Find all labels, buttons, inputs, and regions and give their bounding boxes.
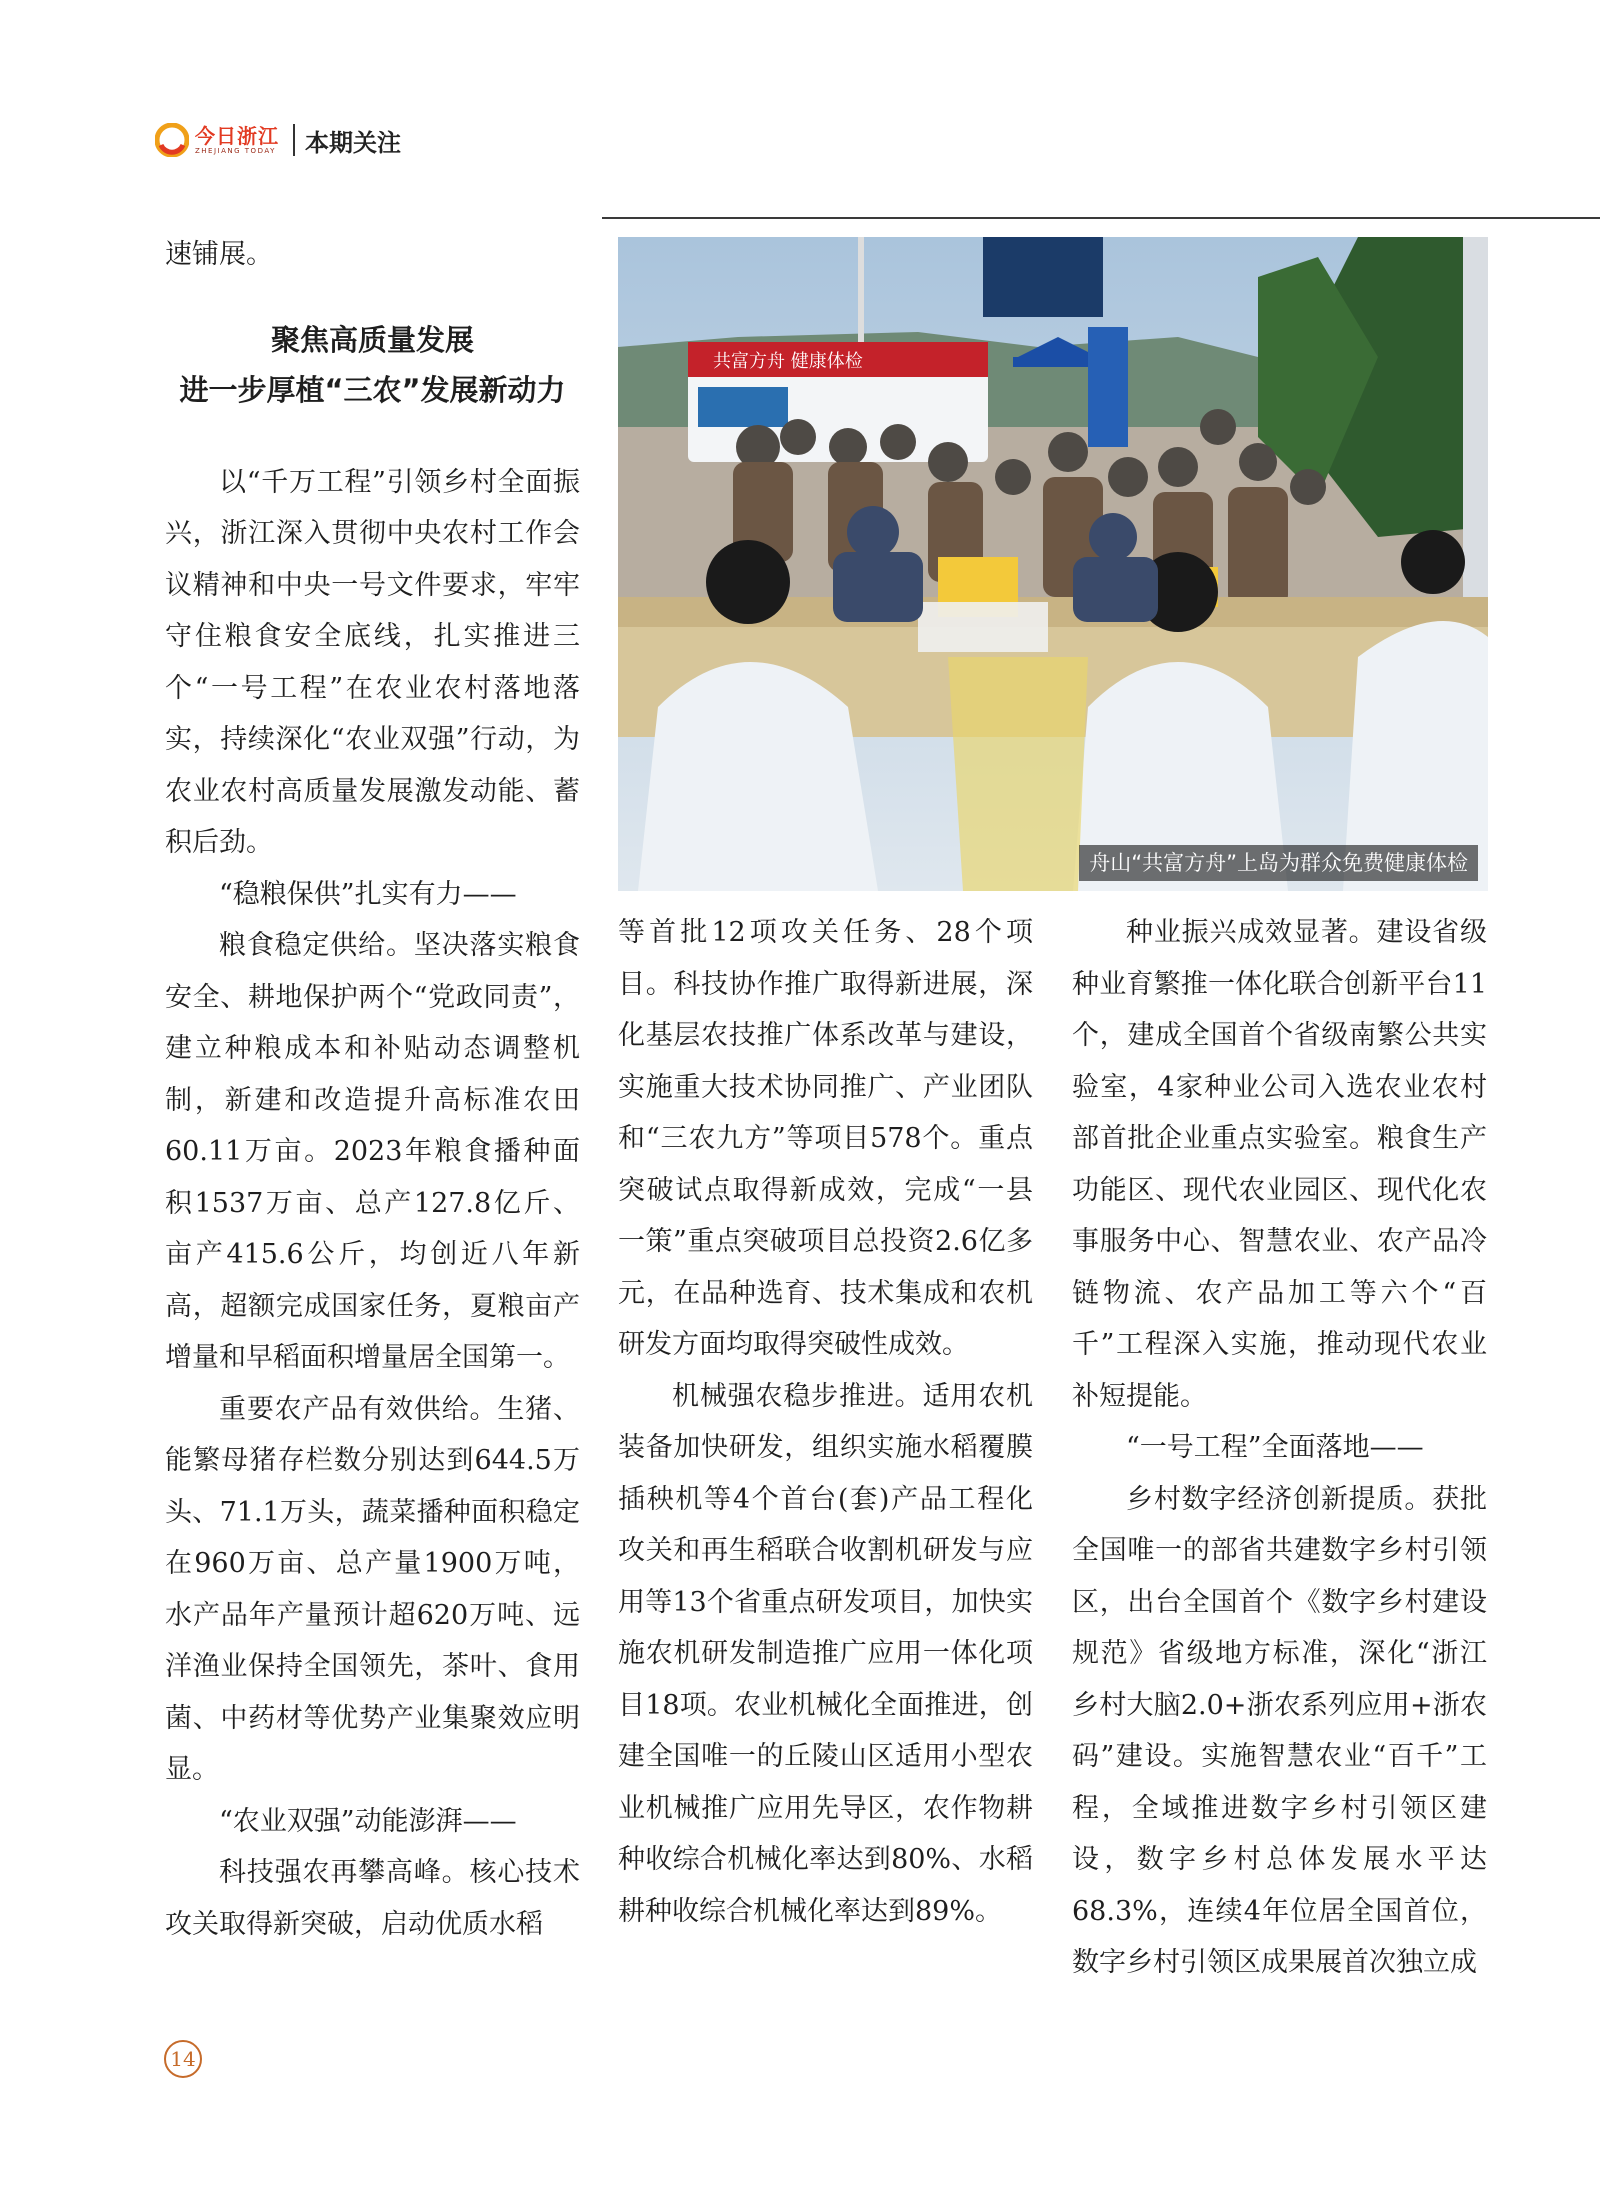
subheading: “农业双强”动能澎湃——	[219, 1805, 517, 1837]
subheading: “稳粮保供”扎实有力——	[219, 878, 517, 910]
paragraph: 科技强农再攀高峰。核心技术攻关取得新突破，启动优质水稻	[165, 1857, 580, 1940]
lead-line: 速铺展。	[165, 239, 273, 270]
section-title: 本期关注	[305, 128, 401, 157]
logo-icon	[155, 123, 189, 157]
header-divider	[293, 124, 295, 156]
paragraph: 等首批12项攻关任务、28个项目。科技协作推广取得新进展，深化基层农技推广体系改革与建设，实施重大技术协同推广、产业团队和“三农九方”等项目578个。重点突破试点取得新成效，完成“一县一策”重点突破项目总投资2.6亿多元，在品种选育、技术集成和农机研发方面均取得突破性成效。	[618, 917, 1033, 1360]
paragraph: 乡村数字经济创新提质。获批全国唯一的部省共建数字乡村引领区，出台全国首个《数字乡村建设规范》省级地方标准，深化“浙江乡村大脑2.0+浙农系列应用+浙农码”建设。实施智慧农业“百千”工程，全域推进数字乡村引领区建设，数字乡村总体发展水平达68.3%，连续4年位居全国首位，数字乡村引领区成果展首次独立成	[1072, 1483, 1487, 1978]
logo-text	[195, 125, 279, 156]
section-heading	[165, 315, 580, 415]
bus-sign: 共富方舟 健康体检	[713, 351, 863, 372]
photo-health-checkup	[618, 237, 1488, 891]
top-rule	[602, 217, 1600, 219]
photo-caption: 舟山“共富方舟”上岛为群众免费健康体检	[1079, 845, 1478, 881]
page-number: 14	[164, 2040, 202, 2078]
paragraph: 机械强农稳步推进。适用农机装备加快研发，组织实施水稻覆膜插秧机等4个首台(套)产品工程化攻关和再生稻联合收割机研发与应用等13个省重点研发项目，加快实施农机研发制造推广应用一体化项目18项。农业机械化全面推进，创建全国唯一的丘陵山区适用小型农业机械推广应用先导区，农作物耕种收综合机械化率达到80%、水稻耕种收综合机械化率达到89%。	[618, 1380, 1033, 1927]
photo-illustration	[618, 237, 1488, 891]
column-1	[165, 229, 580, 1950]
paragraph: 粮食稳定供给。坚决落实粮食安全、耕地保护两个“党政同责”，建立种粮成本和补贴动态调整机制，新建和改造提升高标准农田60.11万亩。2023年粮食播种面积1537万亩、总产127.8亿斤、亩产415.6公斤，均创近八年新高，超额完成国家任务，夏粮亩产增量和早稻面积增量居全国第一。	[165, 930, 580, 1373]
column-3	[1072, 907, 1487, 1989]
magazine-header	[155, 115, 401, 165]
logo-english: ZHEJIANG TODAY	[195, 146, 276, 155]
paragraph: 以“千万工程”引领乡村全面振兴，浙江深入贯彻中央农村工作会议精神和中央一号文件要求，牢牢守住粮食安全底线，扎实推进三个“一号工程”在农业农村落地落实，持续深化“农业双强”行动，为农业农村高质量发展激发动能、蓄积后劲。	[165, 466, 580, 858]
logo-chinese: 今日浙江	[195, 123, 279, 148]
paragraph: 重要农产品有效供给。生猪、能繁母猪存栏数分别达到644.5万头、71.1万头，蔬菜播种面积稳定在960万亩、总产量1900万吨，水产品年产量预计超620万吨、远洋渔业保持全国领先，茶叶、食用菌、中药材等优势产业集聚效应明显。	[165, 1393, 580, 1785]
heading-line-2: 进一步厚植“三农”发展新动力	[179, 372, 566, 407]
subheading: “一号工程”全面落地——	[1126, 1432, 1424, 1463]
column-2	[618, 907, 1033, 1937]
paragraph: 种业振兴成效显著。建设省级种业育繁推一体化联合创新平台11个，建成全国首个省级南繁公共实验室，4家种业公司入选农业农村部首批企业重点实验室。粮食生产功能区、现代农业园区、现代化农事服务中心、智慧农业、农产品冷链物流、农产品加工等六个“百千”工程深入实施，推动现代农业补短提能。	[1072, 917, 1487, 1412]
heading-line-1: 聚焦高质量发展	[270, 322, 474, 357]
